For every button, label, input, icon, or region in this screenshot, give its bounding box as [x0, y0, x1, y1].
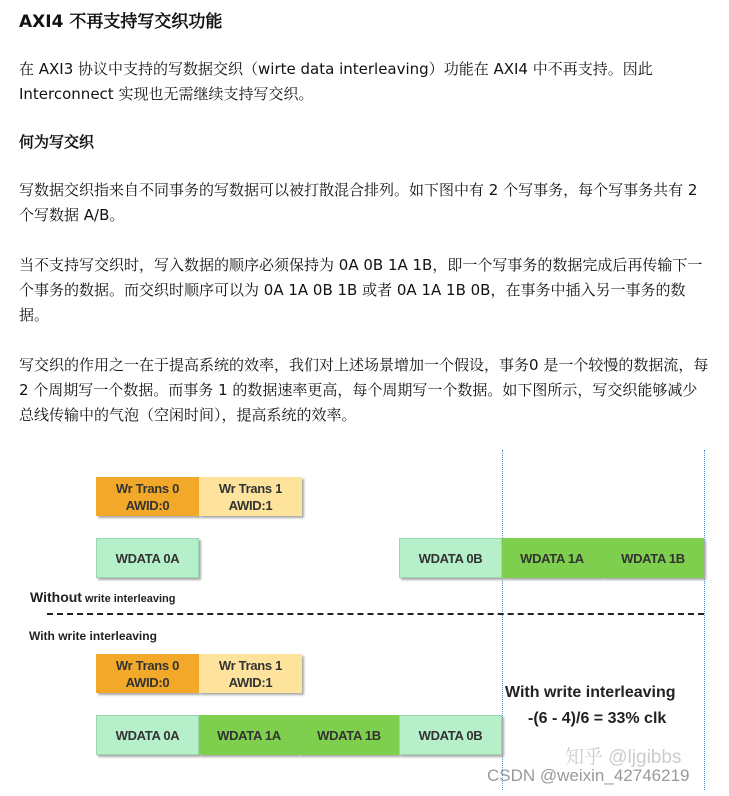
- paragraph-intro: 在 AXI3 协议中支持的写数据交织（wirte data interleaving）功能在 AXI4 中不再支持。因此 Interconnect 实现也无需继续支持写交织。: [19, 60, 653, 103]
- wr-trans-1: Wr Trans 1 AWID:1: [199, 654, 302, 693]
- marker-line: [502, 450, 503, 790]
- subsection-title: 何为写交织: [19, 133, 95, 151]
- paragraph-definition: 写数据交织指来自不同事务的写数据可以被打散混合排列。如下图中有 2 个写事务，每个写事务共有 2 个写数据 A/B。: [19, 181, 698, 224]
- watermark-csdn: CSDN @weixin_42746219: [487, 766, 690, 785]
- wdata-block: WDATA 1A: [502, 538, 602, 578]
- wdata-block: WDATA 0A: [96, 538, 199, 578]
- marker-line: [704, 450, 705, 790]
- wdata-block: WDATA 0B: [399, 715, 502, 755]
- wdata-block: WDATA 1A: [199, 715, 299, 755]
- section-title: AXI4 不再支持写交织功能: [19, 12, 223, 32]
- wdata-block: WDATA 1B: [299, 715, 399, 755]
- interleaving-diagram: [0, 450, 729, 796]
- paragraph-order: 当不支持写交织时，写入数据的顺序必须保持为 0A 0B 1A 1B，即一个写事务的数据完成后再传输下一个事务的数据。而交织时顺序可以为 0A 1A 0B 1B 或者 0A 1A 1B 0B，在事务中插入另一事务的数据。: [19, 256, 703, 324]
- divider: [47, 613, 704, 615]
- wr-trans-0: Wr Trans 0 AWID:0: [96, 477, 199, 516]
- without-label: Without write interleaving: [30, 589, 176, 605]
- wdata-block: WDATA 0A: [96, 715, 199, 755]
- efficiency-note: With write interleaving: [505, 684, 676, 701]
- wr-trans-0: Wr Trans 0 AWID:0: [96, 654, 199, 693]
- wdata-block: WDATA 0B: [399, 538, 502, 578]
- paragraph-efficiency: 写交织的作用之一在于提高系统的效率，我们对上述场景增加一个假设，事务0 是一个较慢的数据流，每 2 个周期写一个数据。而事务 1 的数据速率更高，每个周期写一个数据。如下图所示，写交织能够减少总线传输中的气泡（空闲时间），提高系统的效率。: [19, 356, 709, 424]
- wr-trans-1: Wr Trans 1 AWID:1: [199, 477, 302, 516]
- wdata-block: WDATA 1B: [602, 538, 704, 578]
- watermark-zhihu: 知乎 @ljgibbs: [565, 747, 682, 768]
- efficiency-formula: -(6 - 4)/6 = 33% clk: [528, 710, 667, 727]
- with-label: With write interleaving: [29, 629, 157, 643]
